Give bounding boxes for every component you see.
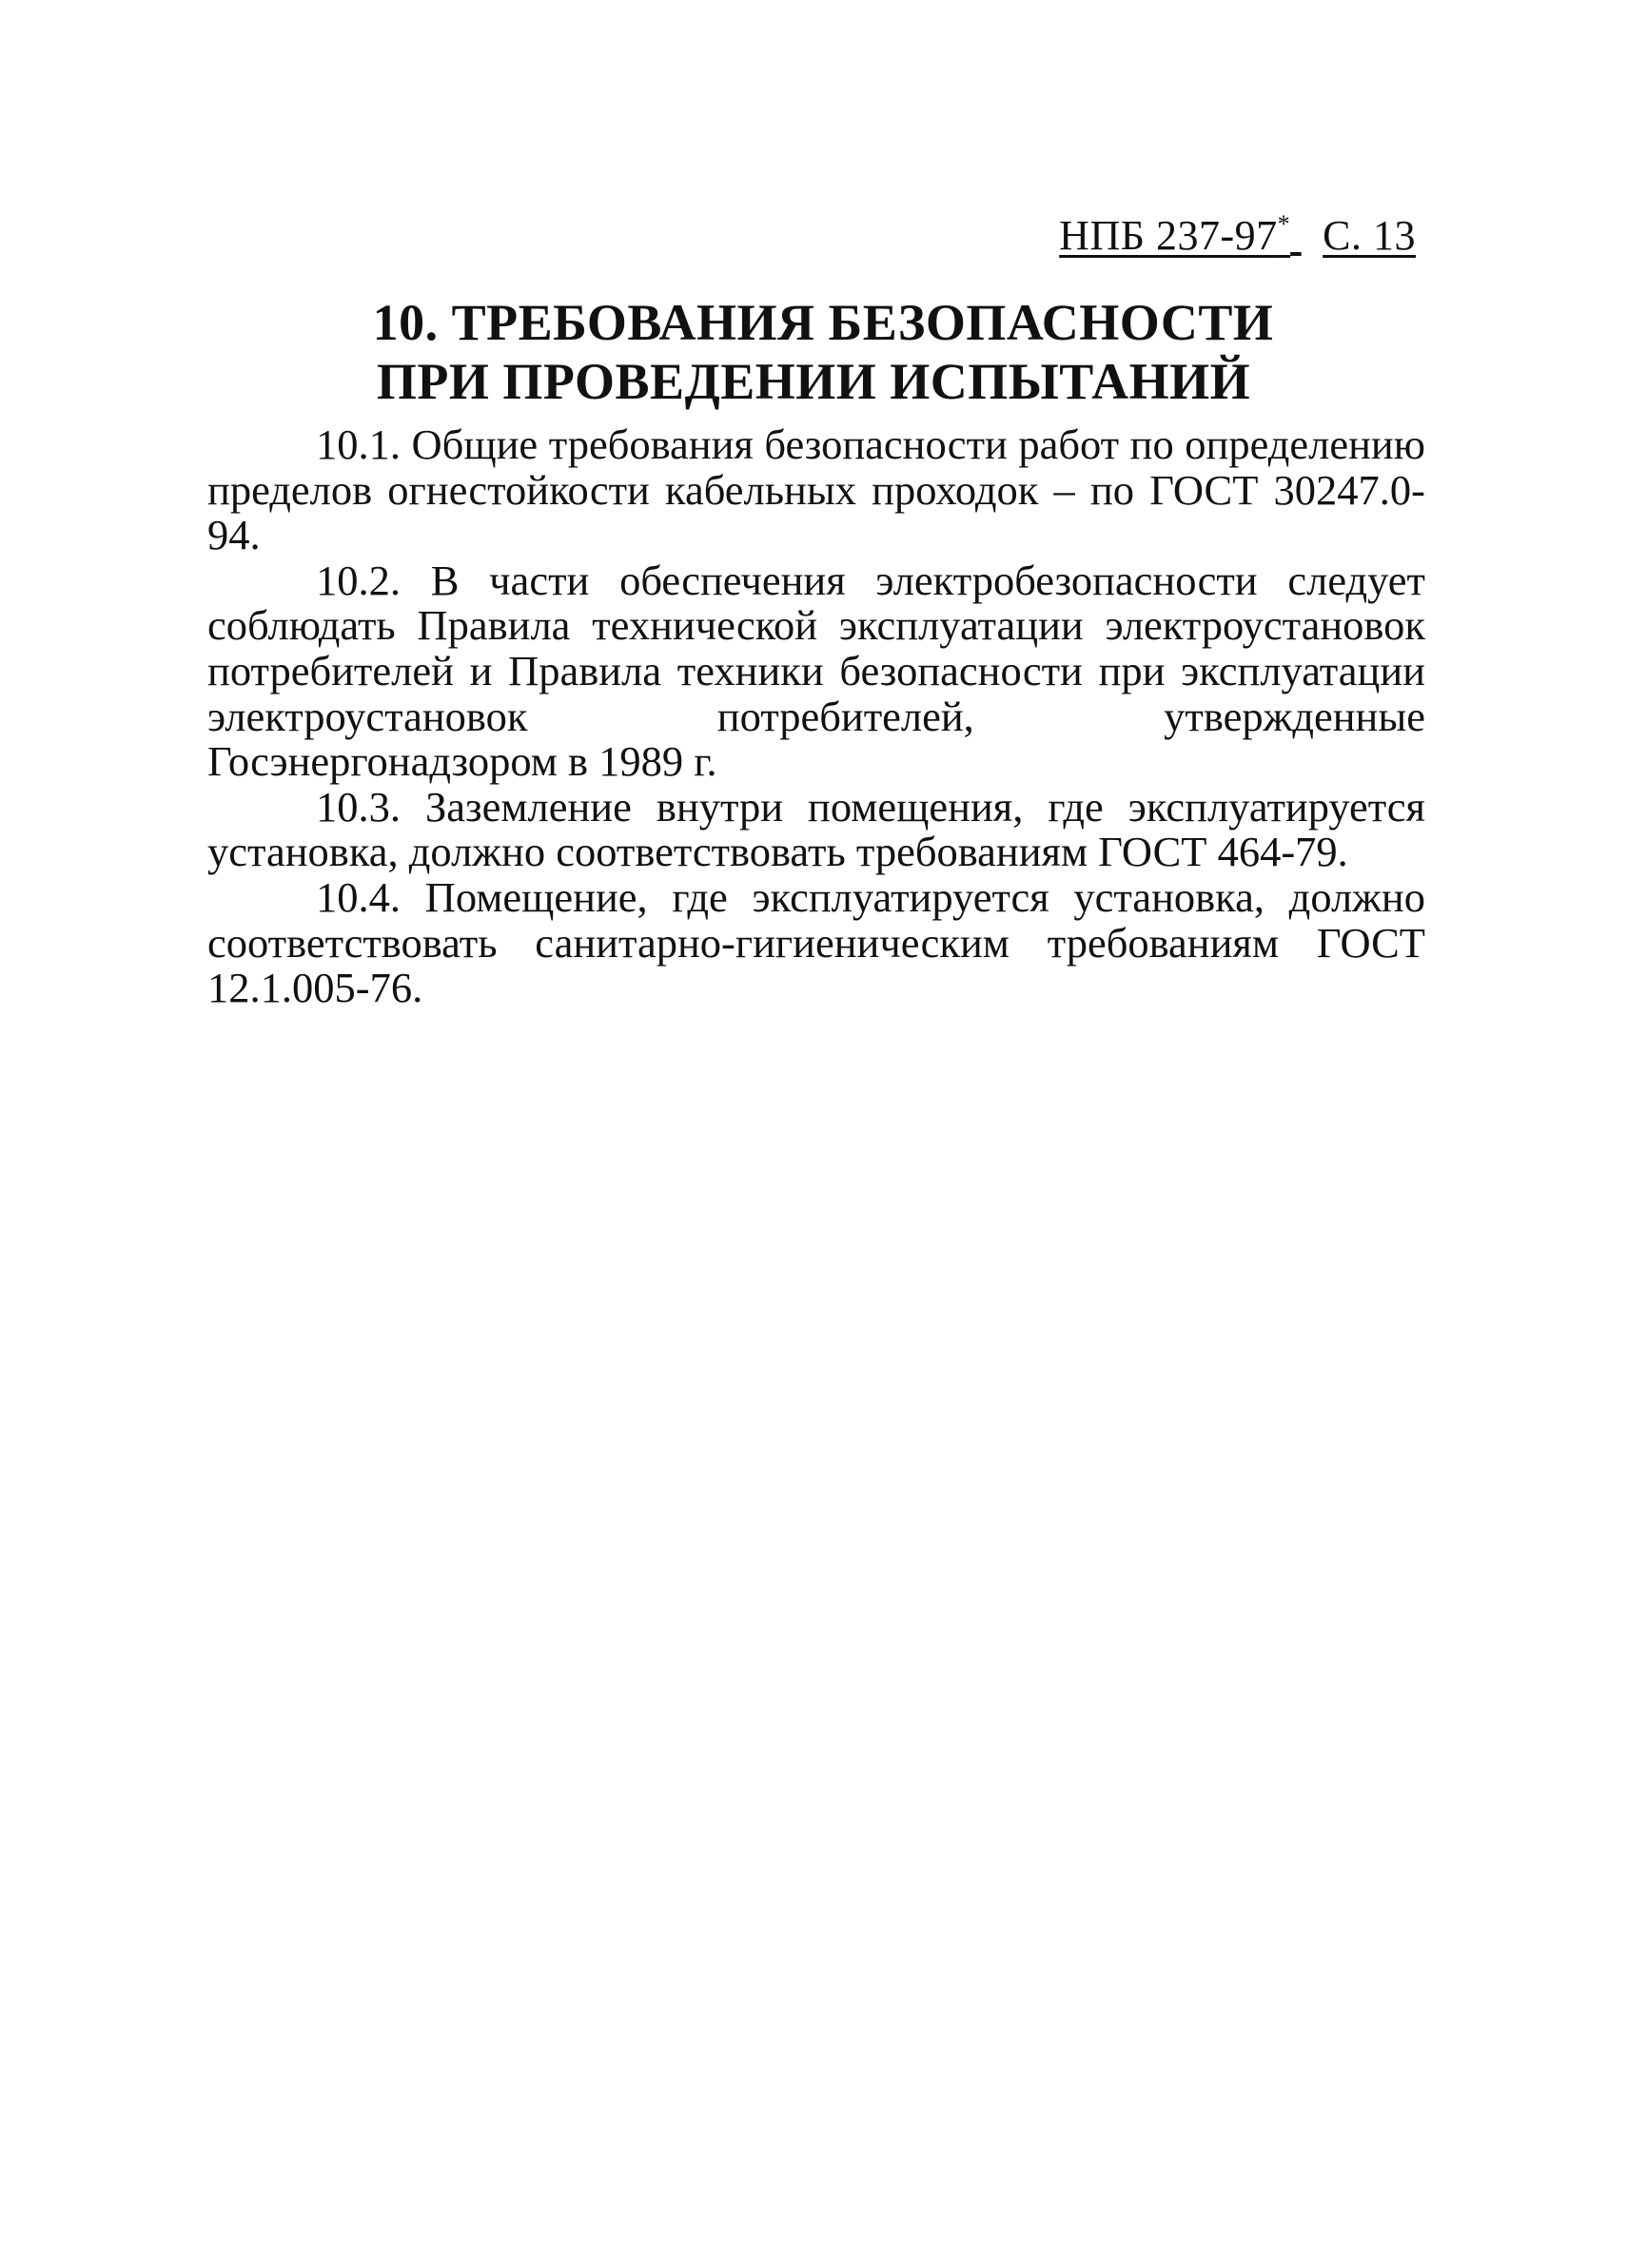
paragraph-10-2: 10.2. В части обеспечения электробезопасности следует соблюдать Правила технической эксплуатации электроустановок потребителей и Правила техники безопасности при эксплуатации электроустановок потребителей, утвержденные Госэнергонадзором в 1989 г. [207, 556, 1425, 786]
paragraph-10-4: 10.4. Помещение, где эксплуатируется установка, должно соответствовать санитарно-гигиеническим требованиям ГОСТ 12.1.005-76. [207, 872, 1425, 1012]
running-header [1059, 211, 1416, 261]
section-title [0, 293, 1627, 411]
section-title-line-2: ПРИ ПРОВЕДЕНИИ ИСПЫТАНИЙ [376, 353, 1251, 410]
section-title-line-1: 10. ТРЕБОВАНИЯ БЕЗОПАСНОСТИ [372, 294, 1274, 351]
paragraph-10-3: 10.3. Заземление внутри помещения, где эксплуатируется установка, должно соответствовать требованиям ГОСТ 464-79. [207, 782, 1425, 876]
section-body [207, 422, 1425, 1011]
document-code-mark: * [1277, 210, 1291, 238]
paragraph-10-1: 10.1. Общие требования безопасности работ по определению пределов огнестойкости кабельных проходок – по ГОСТ 30247.0-94. [207, 420, 1425, 559]
header-spacer [1290, 211, 1323, 261]
page-number: С. 13 [1323, 212, 1416, 259]
document-code: НПБ 237-97* [1059, 210, 1291, 259]
